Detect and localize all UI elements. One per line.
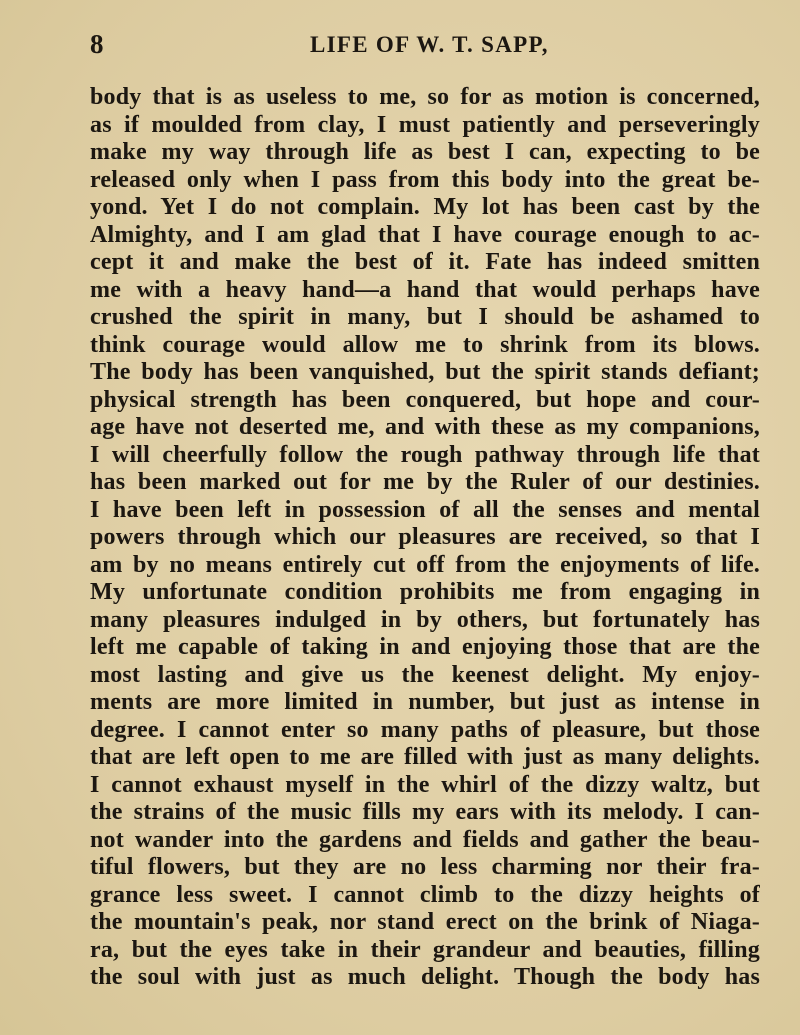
text-line: body that is as useless to me, so for as motion is concerned, (90, 84, 760, 110)
text-line: many pleasures indulged in by others, but fortunately has (90, 606, 760, 633)
text-line: the soul with just as much delight. Though the body has (90, 964, 760, 990)
text-line: I have been left in possession of all the senses and mental (90, 496, 760, 523)
page-number: 8 (90, 29, 104, 59)
text-line: My unfortunate condition prohibits me from engaging in (90, 579, 760, 605)
text-line: as if moulded from clay, I must patiently and perseveringly (90, 111, 760, 138)
text-line: grance less sweet. I cannot climb to the dizzy heights of (90, 881, 760, 908)
text-line: has been marked out for me by the Ruler of our destinies. (90, 469, 760, 495)
text-line: ments are more limited in number, but just as intense in (90, 689, 760, 715)
text-line: me with a heavy hand—a hand that would perhaps have (90, 276, 760, 303)
text-line: the mountain's peak, nor stand erect on the brink of Niaga- (90, 909, 760, 935)
text-line: am by no means entirely cut off from the enjoyments of life. (90, 551, 760, 578)
text-line: I cannot exhaust myself in the whirl of the dizzy waltz, but (90, 771, 760, 798)
text-line: the strains of the music fills my ears with its melody. I can- (90, 799, 760, 825)
text-line: released only when I pass from this body into the great be- (90, 166, 760, 193)
text-line: age have not deserted me, and with these as my companions, (90, 414, 760, 440)
text-line: cept it and make the best of it. Fate has indeed smitten (90, 249, 760, 275)
text-line: ra, but the eyes take in their grandeur and beauties, filling (90, 936, 760, 963)
text-line: powers through which our pleasures are received, so that I (90, 524, 760, 550)
running-title: LIFE OF W. T. SAPP, (310, 32, 549, 57)
text-line: tiful flowers, but they are no less charming nor their fra- (90, 854, 760, 880)
text-line: left me capable of taking in and enjoying those that are the (90, 634, 760, 660)
text-line: I will cheerfully follow the rough pathway through life that (90, 441, 760, 468)
text-line: The body has been vanquished, but the spirit stands defiant; (90, 359, 760, 385)
page-header (90, 30, 760, 60)
text-line: make my way through life as best I can, expecting to be (90, 139, 760, 165)
text-line: yond. Yet I do not complain. My lot has been cast by the (90, 194, 760, 220)
text-line: not wander into the gardens and fields and gather the beau- (90, 826, 760, 853)
text-line: physical strength has been conquered, but hope and cour- (90, 386, 760, 413)
text-line: Almighty, and I am glad that I have courage enough to ac- (90, 221, 760, 248)
text-line: that are left open to me are filled with just as many delights. (90, 744, 760, 770)
text-line: think courage would allow me to shrink from its blows. (90, 331, 760, 358)
text-line: degree. I cannot enter so many paths of pleasure, but those (90, 716, 760, 743)
body-text (90, 84, 760, 992)
text-line: most lasting and give us the keenest delight. My enjoy- (90, 661, 760, 688)
text-line: crushed the spirit in many, but I should be ashamed to (90, 304, 760, 330)
